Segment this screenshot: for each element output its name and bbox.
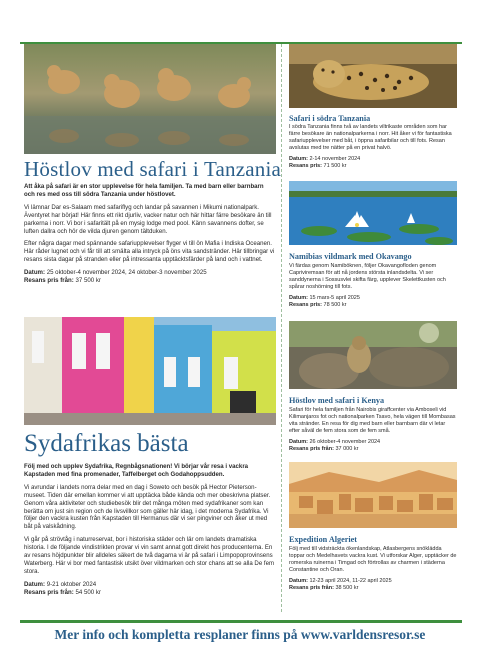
- date-value: 25 oktober-4 november 2024, 24 oktober-3 november 2025: [46, 269, 207, 277]
- side-text: I södra Tanzania finns två av landets viltrikaste områden som har färre besökare än nationalparkerna i norr. Hit åker vi för fantastiska safariupplevelser med båt, i öppna safaribilar och till fots. Resan avslutas med tre nätter på en privat halvö.: [289, 124, 452, 151]
- side-price: [289, 585, 457, 592]
- lion-cubs-photo: [24, 44, 276, 154]
- side-dates: [289, 439, 457, 446]
- bottom-rule: [20, 620, 462, 623]
- price-value: 71 500 kr: [323, 163, 347, 169]
- price-value: 38 500 kr: [335, 585, 359, 591]
- date-label: Datum:: [289, 295, 308, 301]
- price-label: Resans pris:: [289, 302, 323, 308]
- tanzania-dates: [24, 269, 276, 277]
- side-text: Safari för hela familjen från Nairobis giraffcenter via Amboseli vid Kilimanjaros fot och nationalparken Tsavo, hela vägen till Mombasas vita stränder. En resa för dig med barn eller barnbarn där vi letar efter såväl de fem stora som de fem små.: [289, 407, 456, 434]
- price-value: 37 000 kr: [335, 446, 359, 452]
- sydafrika-article: [24, 463, 276, 597]
- date-label: Datum:: [289, 439, 308, 445]
- tanzania-lead: Att åka på safari är en stor upplevelse för hela familjen. Ta med barn eller barnbarn och res med oss till södra Tanzania under höstlovet.: [24, 183, 264, 198]
- tanzania-price: [24, 277, 276, 285]
- date-label: Datum:: [24, 580, 45, 588]
- sydafrika-paragraph-1: Vi avrundar i landets norra delar med en dag i Soweto och besök på Hector Pieterson-museet. Tiden där emellan kommer vi att upptäcka både kända och mer obeskrivna platser. Genom våra aktiviteter och studiebesök blir det många möten med sydafrikaner som kan berätta om just sin region och de livsvillkor som gäller här idag, i det moderna Sydafrika. Vi följer den vackra kusten från Kapstaden till Hermanus där vi ser pingviner och åker ut med båt på valskådning.: [24, 483, 271, 531]
- price-value: 37 500 kr: [75, 277, 101, 285]
- baboon-photo: [289, 321, 457, 389]
- sydafrika-lead: Följ med och upplev Sydafrika, Regnbågsnationen! Vi börjar vår resa i vackra Kapstaden med fina promenader, Taffelberget och Godahoppsudden.: [24, 463, 249, 478]
- date-value: 9-21 oktober 2024: [46, 580, 97, 588]
- water-lily-photo: [289, 181, 457, 245]
- tanzania-paragraph-2: Efter några dagar med spännande safariupplevelser flyger vi till ön Mafia i Indiska Oceanen. Här råder lugnet och vi får till att smälta alla intryck på öns vita sandstränder. Här tillbringar vi resans sista dagar på stranden eller på intressanta upptäcktsfärder på land och i vattnet.: [24, 240, 275, 264]
- leopard-photo: [289, 44, 457, 108]
- price-label: Resans pris från:: [289, 585, 334, 591]
- side-article-safari-tanzania: [289, 124, 457, 170]
- sydafrika-dates: [24, 581, 276, 589]
- tanzania-title: Höstlov med safari i Tanzania: [24, 157, 282, 181]
- date-label: Datum:: [24, 269, 45, 277]
- tanzania-article: [24, 183, 276, 285]
- price-value: 54 500 kr: [75, 588, 101, 596]
- price-value: 78 500 kr: [323, 302, 347, 308]
- price-label: Resans pris:: [289, 163, 323, 169]
- side-article-namibia: [289, 263, 457, 309]
- side-title-algeria: Expedition Algeriet: [289, 535, 357, 544]
- column-divider: [281, 44, 282, 612]
- side-article-algeria: [289, 546, 457, 592]
- sydafrika-paragraph-2: Vi går på strövtåg i naturreservat, bor i historiska städer och lär om landets dramatiska historia. I de följande vindistrikten provar vi vin samt annat gott direkt hos producenterna. En av resans höjdpunkter blir alldeles säkert de två dagarna vi är på safari i Limpopoprovinsens Waterberg. Här vi bor med fantastisk utsikt över vildmarken och stor chans att se alla De fem stora.: [24, 536, 275, 575]
- side-price: [289, 163, 457, 170]
- price-label: Resans pris från:: [24, 277, 74, 285]
- footer-link-text[interactable]: Mer info och kompletta resplaner finns på www.varldensresor.se: [54, 627, 426, 642]
- tanzania-paragraph-1: Vi lämnar Dar es-Salaam med safariflyg och landar på savannen i Mikumi nationalpark. Äventyret har börjat! Här finns ett rikt djurliv, vacker natur och här hittar färre besökare än till parkerna i norr. Vi bor i safaritält på en mysig lodge med pool. Känn savannens dofter, se luften dallra och hör de vilda djuren genom tältduken.: [24, 203, 272, 235]
- algeria-town-photo: [289, 462, 457, 528]
- price-label: Resans pris från:: [24, 588, 74, 596]
- date-label: Datum:: [289, 578, 308, 584]
- date-value: 15 mars-5 april 2025: [309, 295, 360, 301]
- date-value: 26 oktober-4 november 2024: [309, 439, 381, 445]
- side-title-namibia: Namibias vildmark med Okavango: [289, 252, 412, 261]
- side-price: [289, 446, 457, 453]
- price-label: Resans pris från:: [289, 446, 334, 452]
- side-dates: [289, 578, 457, 585]
- side-text: Följ med till vidsträckta ökenlandskap, Atlasbergens snöklädda toppar och Medelhavets vackra kust. Vi utforskar Alger, upptäcker de romerska ruinerna i Timgad och förtrollas av charmen i städerna Constantine och Oran.: [289, 546, 457, 573]
- side-price: [289, 302, 457, 309]
- side-article-kenya: [289, 407, 457, 453]
- side-title-kenya: Höstlov med safari i Kenya: [289, 396, 385, 405]
- date-label: Datum:: [289, 156, 308, 162]
- sydafrika-title: Sydafrikas bästa: [24, 430, 189, 457]
- side-dates: [289, 156, 457, 163]
- date-value: 12-23 april 2024, 11-22 april 2025: [309, 578, 392, 584]
- cape-houses-photo: [24, 317, 276, 425]
- side-dates: [289, 295, 457, 302]
- date-value: 2-14 november 2024: [309, 156, 361, 162]
- side-text: Vi färdas genom Namiböknen, följer Okavangofloden genom Capriviremsan för att nå jordens största inlandsdelta. Vi ser sanddynerna i Sossusvlei skifta färg, upplever Skelettkusten och spårar noshörning till fots.: [289, 263, 446, 290]
- side-title-safari-tanzania: Safari i södra Tanzania: [289, 114, 371, 123]
- sydafrika-price: [24, 589, 276, 597]
